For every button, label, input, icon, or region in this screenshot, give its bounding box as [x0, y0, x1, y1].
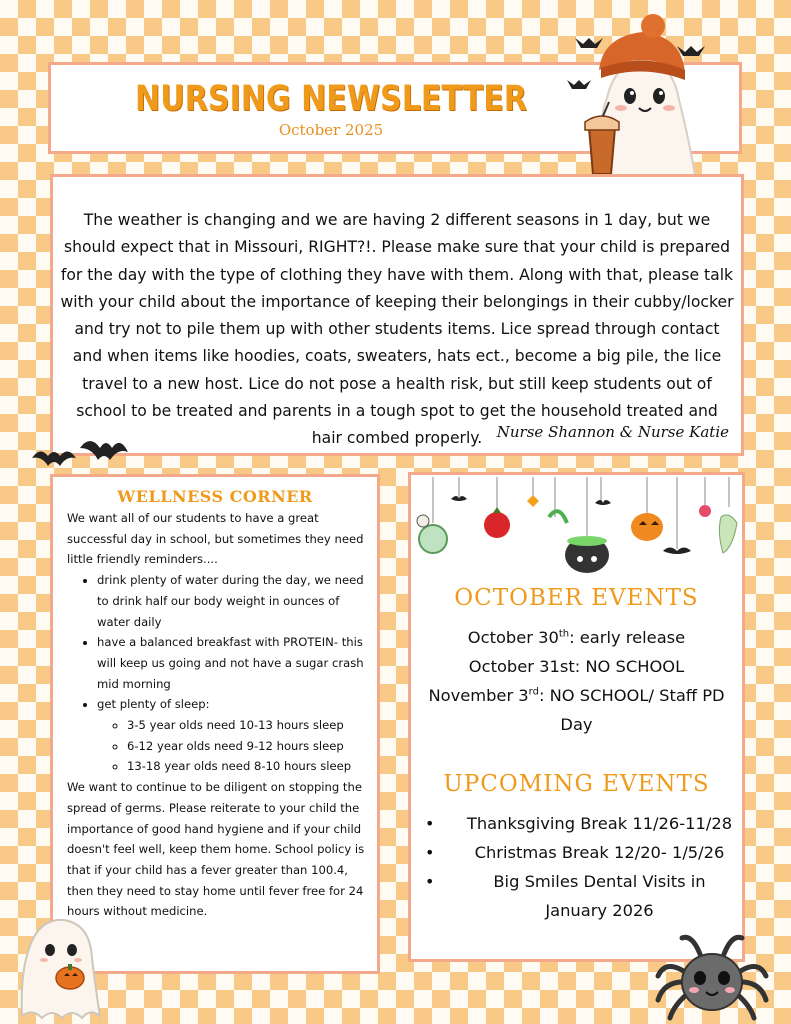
event-date: November 3 — [428, 686, 529, 705]
wellness-tip — [97, 694, 367, 777]
spider-icon — [652, 924, 772, 1022]
october-event: October 31st: NO SCHOOL — [468, 657, 685, 676]
ghost-with-pumpkin-icon — [12, 912, 104, 1020]
sleep-item: ◦ 13-18 year olds need 8-10 hours sleep — [127, 756, 367, 777]
wellness-title: WELLNESS CORNER — [117, 487, 313, 506]
wellness-body — [53, 508, 377, 922]
upcoming-event — [425, 838, 734, 867]
october-events-title: OCTOBER EVENTS — [454, 585, 699, 611]
wellness-tips — [67, 570, 367, 777]
upcoming-events-list — [425, 809, 734, 925]
event-date-suffix: rd — [528, 686, 539, 698]
wellness-closing: We want to continue to be diligent on stopping the spread of germs. Please reiterate to your child the importance of good hand hygiene and if your child doesn't feel well, keep them home. School policy is that if your child has a fever greater than 100.4, then they need to stay home until fever free for 24 hours without medicine. — [67, 780, 365, 919]
hanging-halloween-decorations-icon — [415, 477, 741, 587]
sleep-item: ◦ 6-12 year olds need 9-12 hours sleep — [127, 736, 367, 757]
intro-paragraph: The weather is changing and we are having 2 different seasons in 1 day, but we should expect that in Missouri, RIGHT?!. Please make sure that your child is prepared for the day with the type of clothing they have with them. Along with that, please talk with your child about the importance of keeping their belongings in their cubby/locker and try not to pile them up with other students items. Lice spread through contact and when items like hoodies, coats, sweaters, hats ect., become a big pile, the lice travel to a new host. Lice do not pose a health risk, but still keep students out of school to be treated and parents in a tough spot to get the household treated and hair combed properly. — [60, 211, 734, 448]
event-date-suffix: th — [558, 628, 570, 640]
wellness-tip-label: get plenty of sleep: — [97, 697, 210, 712]
intro-panel — [50, 174, 744, 456]
events-panel — [408, 472, 745, 962]
wellness-intro: We want all of our students to have a great successful day in school, but sometimes they need little friendly reminders.... — [67, 511, 364, 567]
october-events-list — [417, 623, 736, 739]
upcoming-event-text: Thanksgiving Break 11/26-11/28 — [466, 814, 733, 833]
event-desc: : NO SCHOOL/ Staff PD Day — [538, 686, 725, 734]
event-date: October 30 — [467, 628, 559, 647]
nurse-signature: Nurse Shannon & Nurse Katie — [496, 423, 729, 441]
event-desc: : early release — [569, 628, 686, 647]
bullet-icon: • — [425, 814, 435, 833]
bullet-icon: • — [425, 843, 435, 862]
upcoming-events-title: UPCOMING EVENTS — [443, 771, 710, 797]
upcoming-event-text: Big Smiles Dental Visits in January 2026 — [493, 872, 706, 920]
upcoming-event-text: Christmas Break 12/20- 1/5/26 — [474, 843, 725, 862]
wellness-corner-panel — [50, 474, 380, 974]
wellness-tip: • drink plenty of water during the day, we need to drink half our body weight in ounces of water daily — [97, 570, 367, 632]
upcoming-event — [425, 809, 734, 838]
newsletter-date: October 2025 — [278, 121, 384, 139]
wellness-tip: • have a balanced breakfast with PROTEIN- this will keep us going and not have a sugar crash mid morning — [97, 632, 367, 694]
sleep-list — [97, 715, 367, 777]
sleep-item: ◦ 3-5 year olds need 10-13 hours sleep — [127, 715, 367, 736]
bullet-icon: • — [425, 872, 435, 891]
upcoming-event — [425, 867, 734, 925]
october-event — [417, 623, 736, 652]
newsletter-title: NURSING NEWSLETTER — [135, 79, 527, 119]
october-event — [417, 681, 736, 739]
